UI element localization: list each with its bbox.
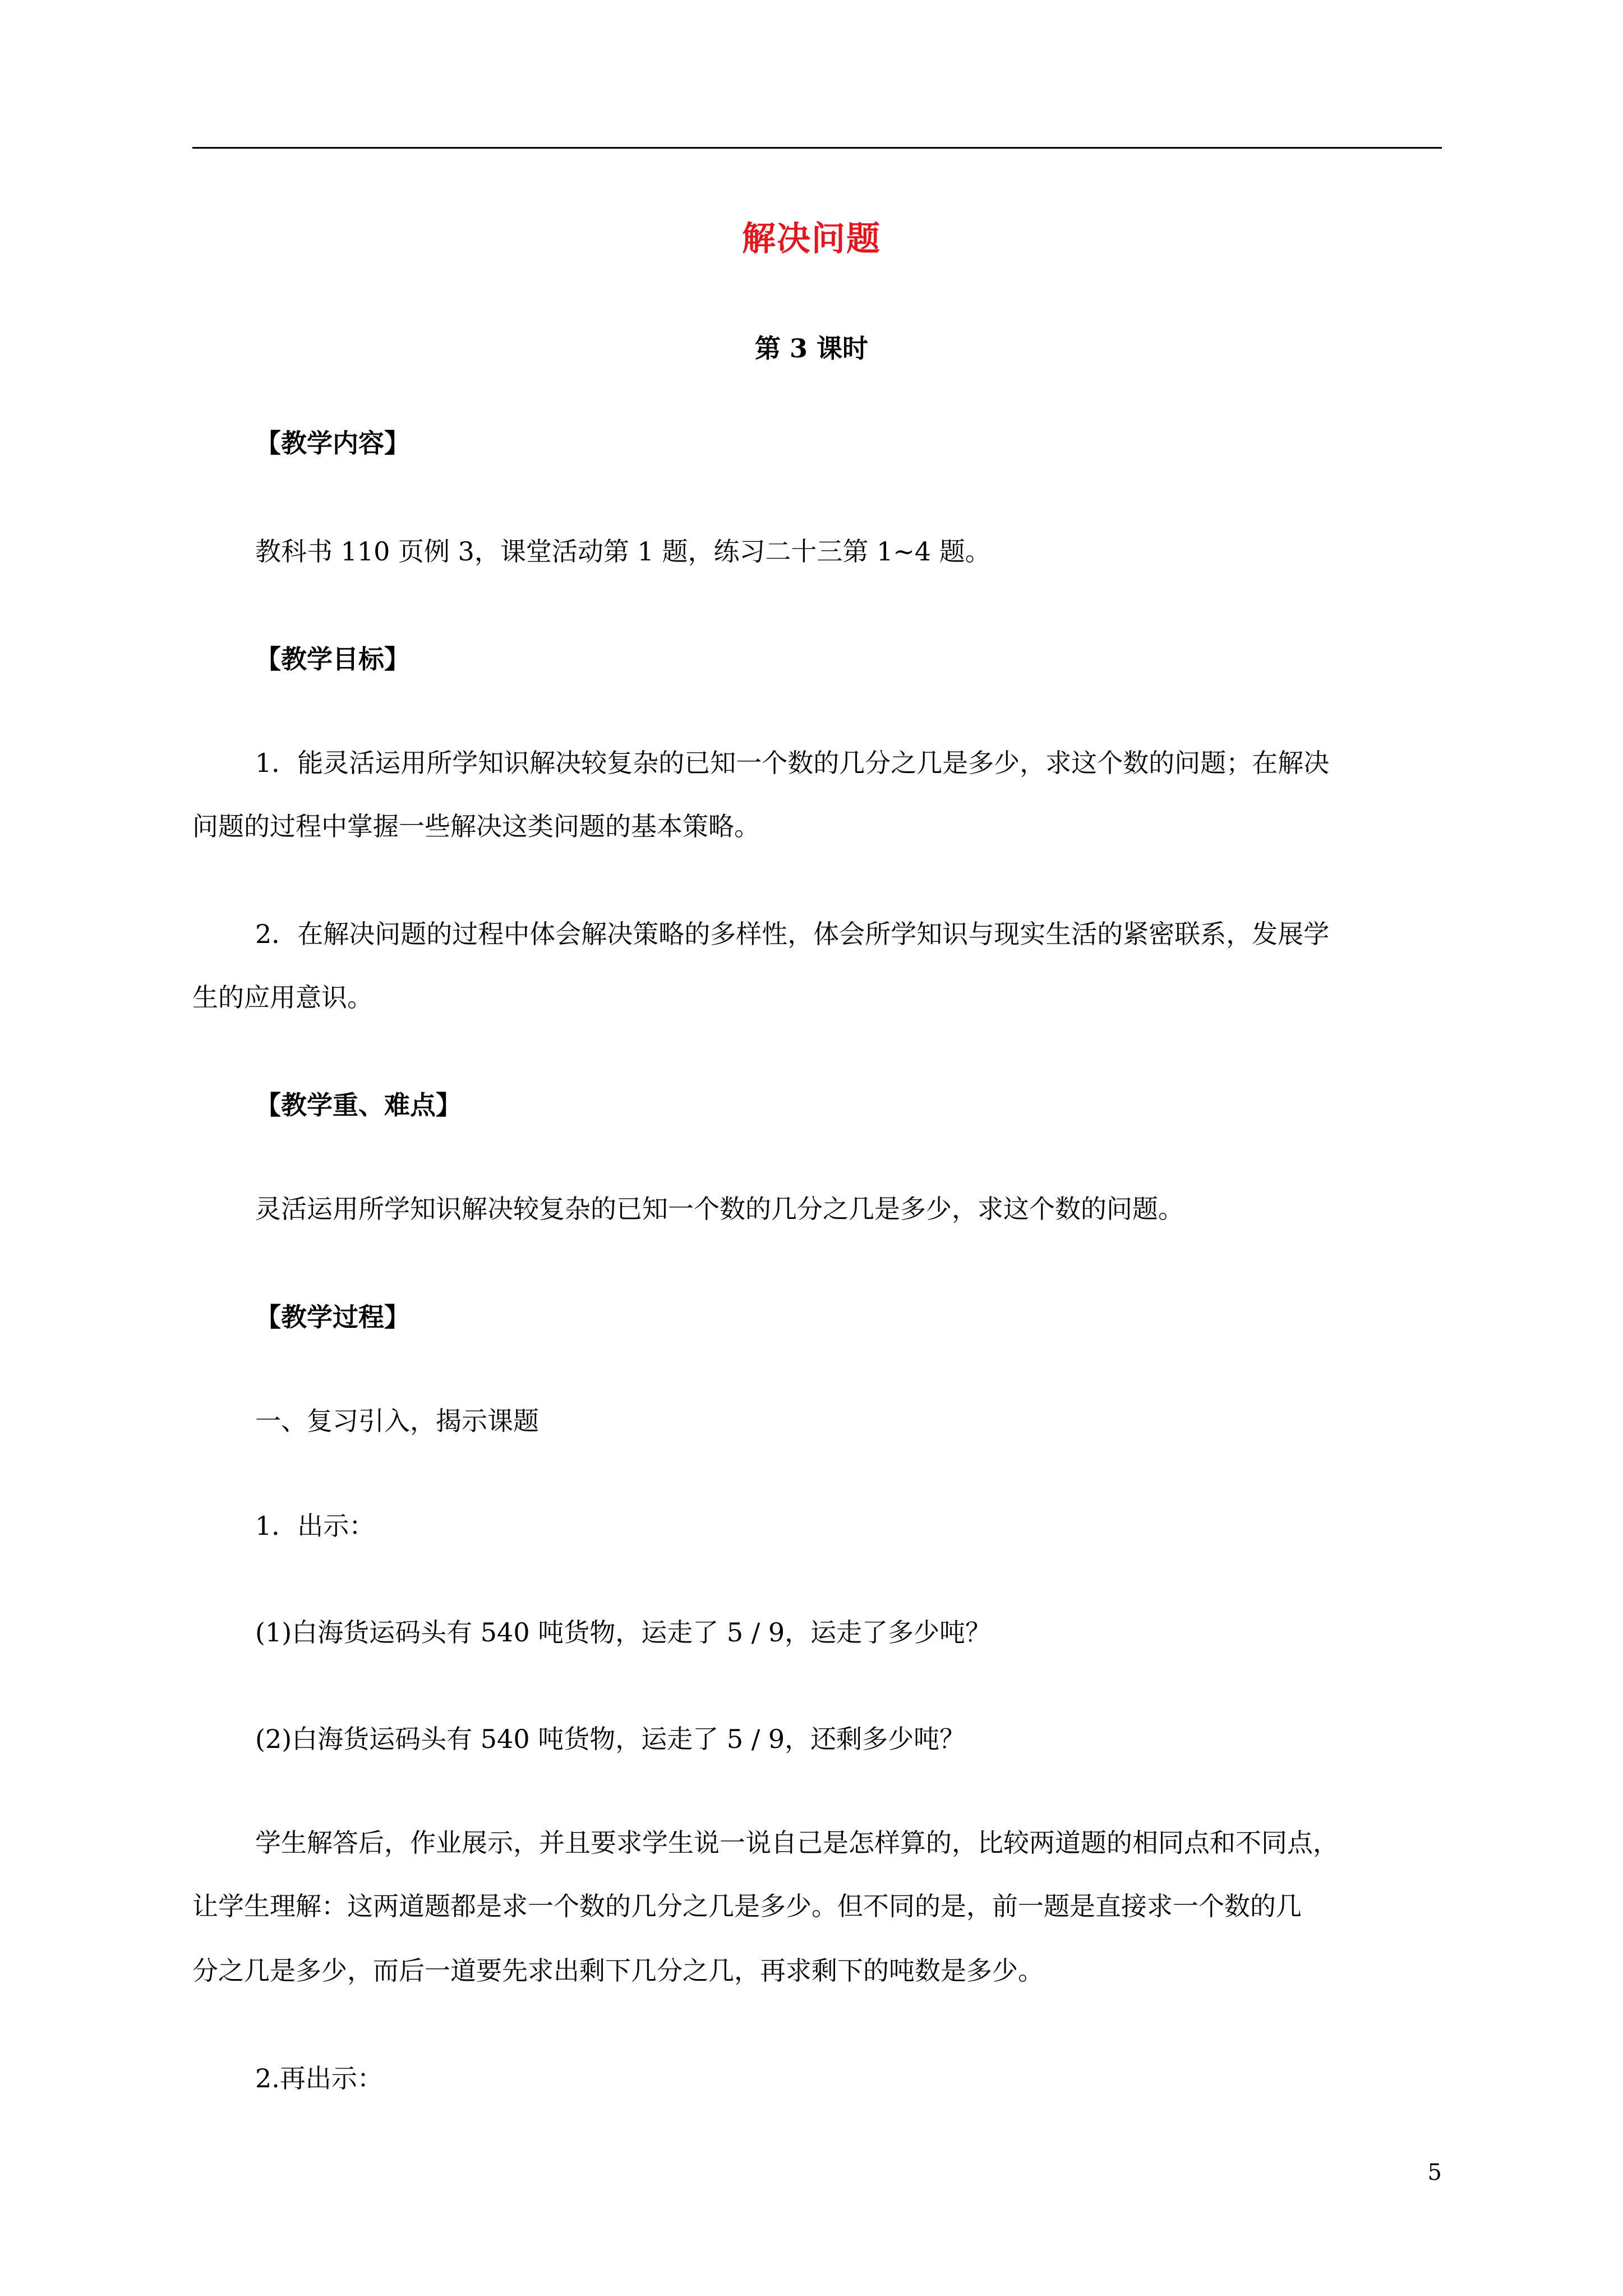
content-heading: 【教学内容】 <box>255 428 410 458</box>
problem-1: (1)白海货运码头有 540 吨货物，运走了 5 / 9，运走了多少吨？ <box>255 1617 992 1648</box>
goal-1-line-2: 问题的过程中掌握一些解决这类问题的基本策略。 <box>192 811 760 841</box>
page-number: 5 <box>1427 2160 1442 2185</box>
keypoints-text: 灵活运用所学知识解决较复杂的已知一个数的几分之几是多少，求这个数的问题。 <box>255 1194 1184 1224</box>
keypoints-heading: 【教学重、难点】 <box>255 1090 462 1120</box>
explanation-line-2: 让学生理解：这两道题都是求一个数的几分之几是多少。但不同的是，前一题是直接求一个数的几 <box>192 1891 1302 1921</box>
explanation-line-3: 分之几是多少，而后一道要先求出剩下几分之几，再求剩下的吨数是多少。 <box>192 1955 1044 1986</box>
problem-2: (2)白海货运码头有 540 吨货物，运走了 5 / 9，还剩多少吨？ <box>255 1724 966 1754</box>
content-text: 教科书 110 页例 3，课堂活动第 1 题，练习二十三第 1~4 题。 <box>255 536 991 567</box>
explanation-line-1: 学生解答后，作业展示，并且要求学生说一说自己是怎样算的，比较两道题的相同点和不同点， <box>255 1828 1339 1858</box>
lesson-label: 第 3 课时 <box>754 333 869 364</box>
step-1-title: 一、复习引入，揭示课题 <box>255 1406 539 1436</box>
document-title: 解决问题 <box>742 219 881 259</box>
goal-2-line-2: 生的应用意识。 <box>192 982 373 1013</box>
show-1-label: 1．出示： <box>255 1511 375 1541</box>
goal-1-line-1: 1．能灵活运用所学知识解决较复杂的已知一个数的几分之几是多少，求这个数的问题；在解决 <box>255 748 1330 778</box>
header-rule <box>192 147 1442 149</box>
goals-heading: 【教学目标】 <box>255 644 410 674</box>
process-heading: 【教学过程】 <box>255 1302 410 1332</box>
goal-2-line-1: 2．在解决问题的过程中体会解决策略的多样性，体会所学知识与现实生活的紧密联系，发展学 <box>255 919 1330 949</box>
show-2-label: 2.再出示： <box>255 2063 383 2093</box>
